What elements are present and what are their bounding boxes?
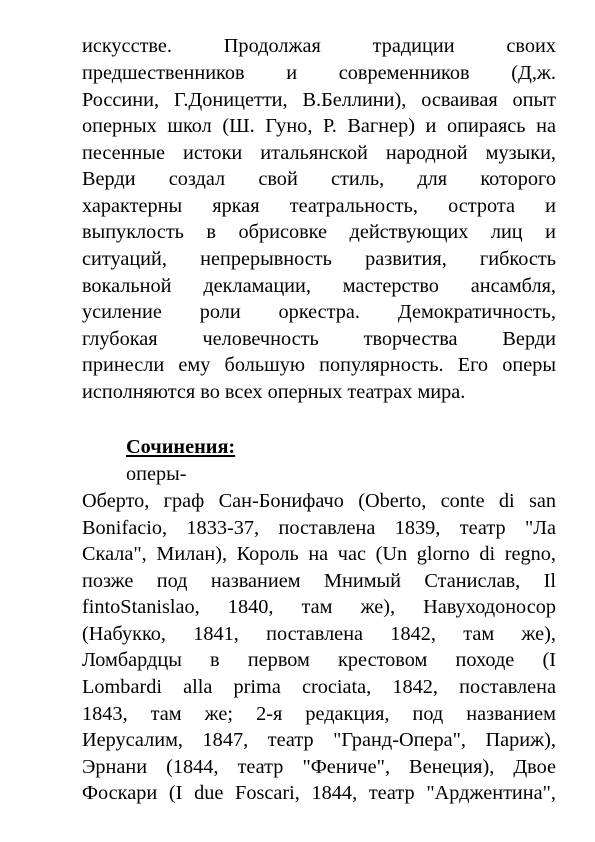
text-line: глубокая человечность творчества Верди [82,328,556,350]
text-line: Bonifacio, 1833-37, поставлена 1839, театр "Ла [82,517,556,539]
text-line: позже под названием Мнимый Станислав, Il [82,570,556,592]
text-line: Ломбардцы в первом крестовом походе (I [82,649,556,671]
text-line: характерны яркая театральность, острота и [82,195,556,217]
text-line: ситуаций, непрерывность развития, гибкость [82,248,556,270]
text-line: Скала", Милан), Король на час (Un glorno di regno, [82,543,556,565]
text-line: принесли ему большую популярность. Его оперы [82,354,556,376]
text-line: Lombardi alla prima crociata, 1842, поставлена [82,676,556,698]
text-line: оперных школ (Ш. Гуно, Р. Вагнер) и опираясь на [82,115,556,137]
subheading-operas: оперы- [126,463,187,485]
text-line: выпуклость в обрисовке действующих лиц и [82,221,556,243]
text-line: fintoStanislao, 1840, там же), Навуходоносор [82,596,556,618]
text-line: исполняются во всех оперных театрах мира. [82,381,466,403]
text-line: Оберто, граф Сан-Бонифачо (Oberto, conte di san [82,490,556,512]
text-line: усиление роли оркестра. Демократичность, [82,301,556,323]
text-line: вокальной декламации, мастерство ансамбля, [82,275,556,297]
text-line: Россини, Г.Доницетти, В.Беллини), осваивая опыт [82,89,556,111]
text-line: Верди создал свой стиль, для которого [82,168,556,190]
text-line: предшественников и современников (Д,ж. [82,62,556,84]
text-line: Иерусалим, 1847, театр "Гранд-Опера", Париж), [82,729,556,751]
text-line: искусстве. Продолжая традиции своих [82,35,556,57]
text-line: Эрнани (1844, театр "Фениче", Венеция), Двое [82,756,556,778]
text-line: 1843, там же; 2-я редакция, под названием [82,703,556,725]
text-line: Фоскари (I due Foscari, 1844, театр "Арджентина", [82,782,556,804]
text-line: песенные истоки итальянской народной музыки, [82,142,556,164]
section-heading-works: Сочинения: [126,436,236,458]
text-line: (Набукко, 1841, поставлена 1842, там же), [82,623,556,645]
